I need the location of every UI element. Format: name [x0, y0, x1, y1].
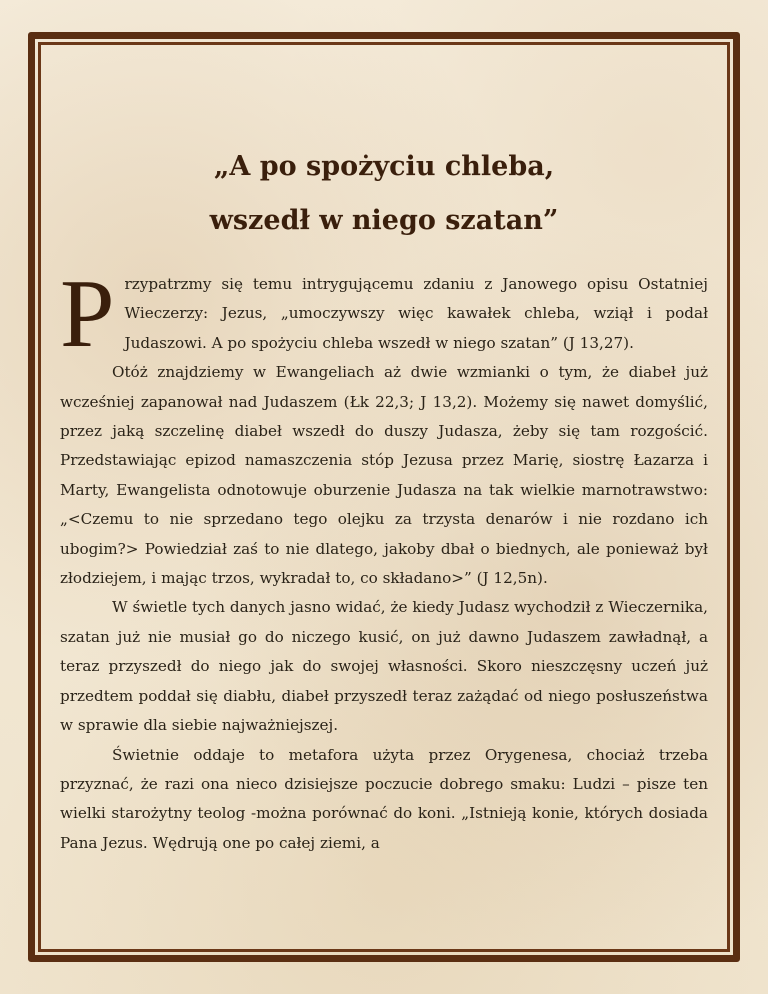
paragraph-1: [60, 260, 708, 368]
title-line-1: „A po spożyciu chleba,: [213, 151, 555, 182]
drop-cap: P: [60, 260, 115, 368]
paragraph-3: W świetle tych danych jasno widać, że kiedy Judasz wychodził z Wieczernika, szatan już nie musiał go do niczego kusić, on już dawno Judaszem zawładnął, a teraz przyszedł do niego jak do swojej własności. Skoro nieszczęsny uczeń już przedtem poddał się diabłu, diabeł przyszedł teraz zażądać od niego posłuszeństwa w sprawie dla siebie najważniejszej.: [60, 598, 708, 735]
title-line-2: wszedł w niego szatan”: [209, 205, 559, 236]
paragraph-1-text: rzypatrzmy się temu intrygującemu zdaniu z Janowego opisu Ostatniej Wieczerzy: Jezus, „umoczywszy więc kawałek chleba, wziął i podał Judaszowi. A po spożyciu chleba wszedł w niego szatan” (J 13,27).: [124, 275, 708, 352]
paragraph-2: Otóż znajdziemy w Ewangeliach aż dwie wzmianki o tym, że diabeł już wcześniej zapanował nad Judaszem (Łk 22,3; J 13,2). Możemy się nawet domyślić, przez jaką szczelinę diabeł wszedł do duszy Judasza, żeby się tam rozgościć. Przedstawiając epizod namaszczenia stóp Jezusa przez Marię, siostrę Łazarza i Marty, Ewangelista odnotowuje oburzenie Judasza na tak wielkie marnotrawstwo: „<Czemu to nie sprzedano tego olejku za trzysta denarów i nie rozdano ich ubogim?> Powiedział zaś to nie dlatego, jakoby dbał o biednych, ale ponieważ był złodziejem, i mając trzos, wykradał to, co składano>” (J 12,5n).: [60, 363, 708, 588]
paragraph-4: Świetnie oddaje to metafora użyta przez Orygenesa, chociaż trzeba przyznać, że razi ona nieco dzisiejsze poczucie dobrego smaku: Ludzi – pisze ten wielki starożytny teolog -można porównać do koni. „Istnieją konie, których dosiada Pana Jezus. Wędrują one po całej ziemi, a: [60, 745, 708, 852]
document-body: [60, 60, 708, 858]
